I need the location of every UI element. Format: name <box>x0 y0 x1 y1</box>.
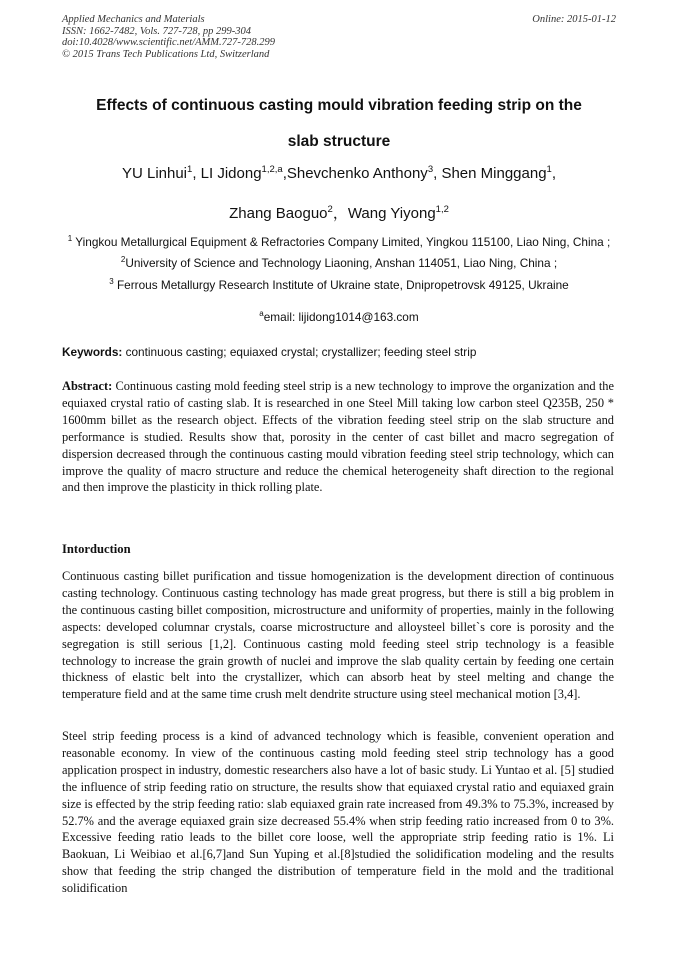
intro-paragraph-1: Continuous casting billet purification and tissue homogenization is the development direction of continuous casting technology. Continuous casting technology has made great progress, but there is still a big problem in the continuous casting billet composition, microstructure and uniformity of properties, mainly in the following aspects: developed columnar crystals, coarse microstructure and alloysteel billet`s core is porosity and the segregation is still serious [1,2]. Continuous casting mold feeding steel strip technology is a feasible technology to increase the grain growth of nuclei and improve the slab quality certain by feeding one certain thickness of elastic belt into the crystallizer, which can absorb heat by steel melting and change the temperature field and at the same time crush melt dendrite structure using steel mechanical motion [3,4]. <box>62 569 614 702</box>
intro-paragraph-2: Steel strip feeding process is a kind of advanced technology which is feasible, convenient operation and reasonable economy. In view of the continuous casting mold feeding steel strip technology has a good application prospect in industry, domestic researchers also have a lot of basic study. Li Yuntao et al. [5] studied the influence of strip feeding ratio on structure, the results show that equiaxed crystal ratio and equiaxed grain size is effected by the strip feeding ratio: slab equiaxed grain rate increased from 49.3% to 75.3%, increased by 52.7% and the average equiaxed grain size decreased 55.4% when strip feeding ratio increased from 0 to 3%. Excessive feeding ratio leads to the billet core loose, well the appropriate strip feeding ratio is 1%. Li Baokuan, Li Weibiao et al.[6,7]and Sun Yuping et al.[8]studied the solidification modeling and the results show that feeding the strip changed the distribution of temperature field in the mold and the traditional solidification <box>62 729 614 896</box>
email-sup: a <box>259 309 264 318</box>
affiliation-sup: 2 <box>120 255 126 265</box>
abstract-text: Continuous casting mold feeding steel strip is a new technology to improve the organization and the equiaxed crystal ratio of casting slab. It is researched in one Steel Mill taking low carbon steel Q235B, 250 * 1600mm billet as the research object. Effects of the vibration feeding steel strip on the slab structure and performance is studied. Results show that, porosity in the center of cast billet and macro segregation of dispersion decreased through the continuous casting mould vibration feeding steel strip technology, which can improve the quality of macro structure and reduce the chemical heterogeneity shaft direction to the regional and then improve the plasticity in thick rolling plate. <box>62 379 614 495</box>
abstract <box>62 378 614 496</box>
author-separator: , <box>433 165 442 182</box>
author-list <box>62 152 616 232</box>
contact-email <box>62 309 616 324</box>
author-affil-sup: 3 <box>427 164 434 175</box>
author-line-1 <box>62 152 616 192</box>
author-separator: ， <box>332 205 348 222</box>
author-affil-sup: 2 <box>327 204 333 215</box>
author-affil-sup: 1,2,a <box>261 164 283 175</box>
title-line-1: Effects of continuous casting mould vibration feeding strip on the <box>96 97 582 114</box>
doi-line: doi:10.4028/www.scientific.net/AMM.727-728.299 <box>62 37 275 48</box>
paper-title <box>62 88 616 160</box>
author-affil-sup: 1,2 <box>435 204 449 215</box>
author-separator: , <box>551 165 557 182</box>
author-name: Wang Yiyong <box>347 205 436 222</box>
affiliation-2 <box>62 251 616 272</box>
journal-name: Applied Mechanics and Materials <box>62 14 205 25</box>
affiliation-sup: 3 <box>109 276 114 286</box>
copyright-line: © 2015 Trans Tech Publications Ltd, Switzerland <box>62 48 270 60</box>
abstract-label: Abstract: <box>62 379 113 393</box>
affiliation-3 <box>62 273 616 294</box>
author-name: Shen Minggang <box>441 165 547 182</box>
author-name: Shevchenko Anthony <box>286 165 428 182</box>
author-affil-sup: 1 <box>546 164 552 175</box>
affiliation-text: Yingkou Metallurgical Equipment & Refractories Company Limited, Yingkou 115100, Liao Ning, China ; <box>72 234 611 249</box>
online-date: Online: 2015-01-12 <box>532 14 616 25</box>
author-separator: , <box>192 165 201 182</box>
author-line-2 <box>62 192 616 232</box>
author-name: Zhang Baoguo <box>229 205 328 222</box>
keywords <box>62 345 616 359</box>
email-text: email: lijidong1014@163.com <box>263 309 419 324</box>
author-name: YU Linhui <box>121 165 188 182</box>
title-line-2: slab structure <box>287 133 391 150</box>
author-affil-sup: 1 <box>187 164 193 175</box>
author-separator: , <box>282 165 287 182</box>
keywords-label: Keywords: <box>62 345 123 359</box>
affiliation-sup: 1 <box>67 234 73 243</box>
section-heading-introduction: Intorduction <box>62 542 131 556</box>
affiliation-text: Ferrous Metallurgy Research Institute of Ukraine state, Dnipropetrovsk 49125, Ukraine <box>113 277 569 292</box>
affiliations <box>62 230 616 294</box>
affiliation-1 <box>62 230 616 251</box>
journal-header <box>62 14 616 60</box>
author-name: LI Jidong <box>200 165 262 182</box>
issn-line: ISSN: 1662-7482, Vols. 727-728, pp 299-304 <box>62 25 251 37</box>
affiliation-text: University of Science and Technology Liaoning, Anshan 114051, Liao Ning, China ; <box>125 256 558 271</box>
keywords-text: continuous casting; equiaxed crystal; crystallizer; feeding steel strip <box>122 345 477 359</box>
